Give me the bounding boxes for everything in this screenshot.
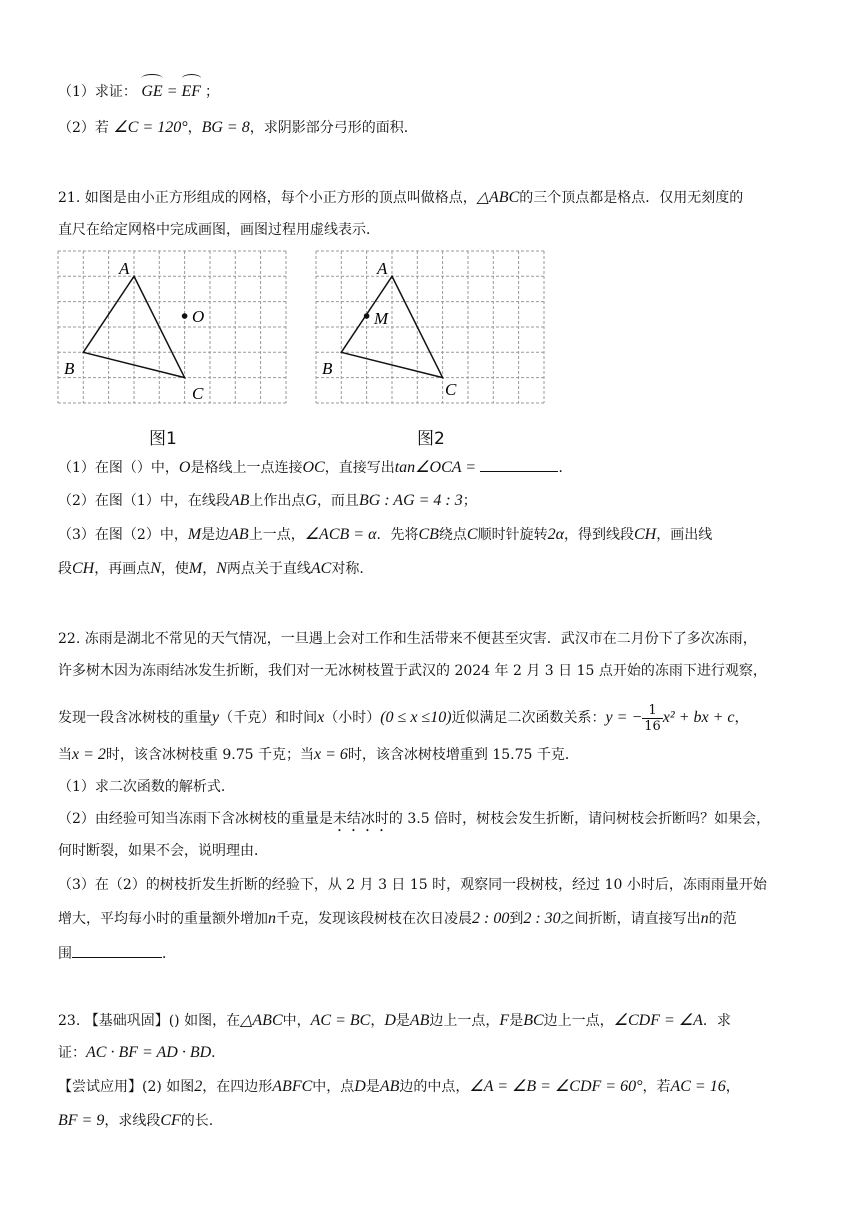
- q23-line1: [58, 1011, 731, 1031]
- numerator: 1: [642, 703, 663, 719]
- math: AC · BF = AD · BD: [86, 1044, 212, 1061]
- math: x = 2: [72, 746, 106, 763]
- q22-line3: [58, 700, 749, 736]
- answer-blank[interactable]: [480, 457, 558, 472]
- text: ．: [211, 1045, 226, 1061]
- text: 直尺在给定网格中完成画图，画图过程用虚线表示．: [58, 222, 380, 238]
- q21-stem-line2: [58, 220, 380, 240]
- math: AB: [229, 526, 249, 543]
- q21-part3-line1: [58, 525, 712, 545]
- text: （千克）和时间: [219, 710, 318, 726]
- math: BG = 8: [201, 119, 250, 136]
- math: ABFC: [272, 1078, 313, 1095]
- math: C: [466, 526, 478, 543]
- math: BG : AG = 4 : 3: [358, 492, 463, 509]
- text: 之间折断，请直接写出: [560, 911, 701, 927]
- q22-part2-line2: [58, 841, 268, 861]
- text: ，得到线段: [564, 527, 634, 543]
- text: 证：: [58, 1045, 86, 1061]
- q23-line4: [58, 1111, 213, 1131]
- text: ，直接写出: [324, 460, 395, 476]
- math: D: [384, 1012, 396, 1029]
- text: 围: [58, 946, 72, 962]
- text: ，: [734, 710, 749, 726]
- text: 是: [365, 1079, 380, 1095]
- q20-part1-end: ；: [205, 84, 220, 100]
- point-o: [182, 313, 188, 319]
- text: （2）由经验可知当冻雨下含冰树枝的重量是: [58, 811, 333, 827]
- text: 的长.: [180, 1113, 214, 1129]
- math: OC: [302, 459, 325, 476]
- text: ，若: [642, 1079, 671, 1095]
- math: x = 6: [313, 746, 348, 763]
- q23-line2: [58, 1043, 225, 1063]
- text: 时，该含冰树枝增重到 15.75 千克．: [347, 747, 579, 763]
- label-a-fig2: A: [377, 259, 388, 278]
- math: n: [268, 910, 276, 927]
- q23-line3: [58, 1077, 740, 1097]
- math: CF: [160, 1112, 181, 1129]
- text: ．求: [702, 1013, 731, 1029]
- text: 21. 如图是由小正方形组成的网格，每个小正方形的顶点叫做格点，: [58, 190, 477, 206]
- text: 近似满足二次函数关系：: [451, 710, 606, 726]
- text: 当: [58, 747, 72, 763]
- point-m: [364, 313, 370, 319]
- math: BF = 9: [58, 1112, 105, 1129]
- q22-line1: [58, 629, 757, 649]
- q20-part1: [58, 82, 219, 102]
- text: 绕点: [438, 527, 467, 543]
- text: （1）求二次函数的解析式．: [58, 779, 235, 795]
- text: （2）若: [58, 120, 109, 136]
- text: （3）在图（2）中，: [58, 527, 188, 543]
- q22-part3-line1: [58, 875, 767, 895]
- text: 上作出点: [249, 493, 306, 509]
- label-o: O: [192, 307, 205, 326]
- q21-part2: [58, 491, 477, 511]
- label-b-fig2: B: [322, 359, 333, 378]
- text: 段: [58, 561, 72, 577]
- text: ．先将: [376, 527, 419, 543]
- math: AC = 16: [670, 1078, 726, 1095]
- math: x² + bx + c: [662, 709, 735, 726]
- arc-equation: GE = EF: [141, 83, 205, 100]
- math: BC: [523, 1012, 544, 1029]
- text: ．: [558, 460, 573, 476]
- text: ，在四边形: [202, 1079, 273, 1095]
- text: 是格线上一点连接: [190, 460, 303, 476]
- label-c-fig2: C: [445, 380, 457, 399]
- q22-part3-line3: [58, 943, 176, 964]
- math: ∠ACB = α: [304, 526, 377, 543]
- q22-part2-line1: [58, 809, 770, 835]
- q22-line2: [58, 661, 767, 681]
- math: △ABC: [476, 189, 520, 206]
- text: 增大，平均每小时的重量额外增加: [58, 911, 268, 927]
- math: M: [187, 526, 202, 543]
- math: F: [499, 1012, 510, 1029]
- text: 23. 【基础巩固】() 如图，在: [58, 1013, 241, 1029]
- text: 对称.: [331, 561, 364, 577]
- q20-part2: [58, 118, 408, 138]
- math: tan∠OCA =: [394, 459, 477, 476]
- text: ，而且: [316, 493, 359, 509]
- q22-part1: [58, 777, 235, 797]
- q21-part3-line2: [58, 559, 364, 579]
- math: 2 : 00: [472, 910, 510, 927]
- text: ，再画点: [94, 561, 151, 577]
- text: ，画出线: [656, 527, 713, 543]
- math: D: [354, 1078, 366, 1095]
- figure-2-caption: 图2: [417, 429, 445, 449]
- q20-part1-text: （1）求证：: [58, 84, 137, 100]
- text: ，: [370, 1013, 385, 1029]
- math: CB: [418, 526, 439, 543]
- text: ，: [187, 120, 202, 136]
- math: CH: [634, 526, 657, 543]
- text: （2）在图（1）中，在线段: [58, 493, 230, 509]
- text: 时，该含冰树枝重 9.75 千克；当: [105, 747, 314, 763]
- math: AC = BC: [310, 1012, 371, 1029]
- math: N: [216, 560, 227, 577]
- text: （小时）: [324, 710, 381, 726]
- text: ，求阴影部分弓形的面积.: [249, 120, 409, 136]
- text: ，求线段: [104, 1113, 161, 1129]
- text: 是: [509, 1013, 524, 1029]
- text: 何时断裂，如果不会，说明理由．: [58, 843, 268, 859]
- text: 到: [509, 911, 524, 927]
- text: ，: [725, 1079, 740, 1095]
- label-a-fig1: A: [119, 259, 130, 278]
- text: 中，点: [312, 1079, 355, 1095]
- math: AB: [379, 1078, 400, 1095]
- text: 是边: [201, 527, 230, 543]
- label-b-fig1: B: [64, 359, 75, 378]
- text: 【尝试应用】(2) 如图: [58, 1079, 195, 1095]
- label-c-fig1: C: [192, 384, 204, 403]
- math: x: [317, 709, 325, 726]
- text: 千克，发现该段树枝在次日凌晨: [276, 911, 472, 927]
- text: ，: [202, 561, 217, 577]
- text: 的范: [708, 911, 737, 927]
- math: G: [305, 492, 317, 509]
- math: y: [212, 709, 220, 726]
- text: ．: [162, 946, 176, 962]
- math: (0 ≤ x ≤10): [380, 709, 452, 726]
- text: ，使: [160, 561, 189, 577]
- text: （3）在（2）的树枝折发生折断的经验下，从 2 月 3 日 15 时，观察同一段树枝，经过 10 小时后，冻雨雨量开始: [58, 877, 767, 893]
- q21-stem-line1: [58, 188, 743, 208]
- denominator: 16: [644, 718, 661, 734]
- math: AC: [310, 560, 332, 577]
- math: AB: [409, 1012, 430, 1029]
- math: ∠A = ∠B = ∠CDF = 60°: [469, 1078, 643, 1095]
- text: 的三个顶点都是格点．仅用无刻度的: [519, 190, 744, 206]
- math: △ABC: [240, 1012, 283, 1029]
- math: N: [150, 560, 161, 577]
- figure-2-grid: [314, 249, 546, 411]
- text: ；: [462, 493, 477, 509]
- fraction: [642, 703, 663, 734]
- figure-1-caption: 图1: [149, 429, 177, 449]
- text: 许多树木因为冻雨结冰发生折断，我们对一无冰树枝置于武汉的 2024 年 2 月 3 日 15 点开始的冻雨下进行观察，: [58, 663, 767, 679]
- text: 顺时针旋转: [477, 527, 548, 543]
- math: ∠CDF = ∠A: [613, 1012, 703, 1029]
- math: y = −: [605, 709, 643, 726]
- math: O: [178, 459, 191, 476]
- label-m: M: [374, 309, 389, 328]
- text: 是: [395, 1013, 410, 1029]
- q22-line4: [58, 745, 579, 765]
- math: 2α: [547, 526, 564, 543]
- q21-part1: [58, 457, 572, 478]
- text: 中，: [282, 1013, 311, 1029]
- text: 发现一段含冰树枝的重量: [58, 710, 212, 726]
- figure-1-grid: [56, 249, 288, 411]
- math: 2 : 30: [523, 910, 561, 927]
- math: ∠C = 120°: [113, 119, 188, 136]
- text: 边的中点，: [399, 1079, 470, 1095]
- text: 边上一点，: [429, 1013, 500, 1029]
- math: n: [700, 910, 709, 927]
- text: 边上一点，: [543, 1013, 614, 1029]
- math: AB: [229, 492, 250, 509]
- text: 的 3.5 倍时，树枝会发生折断，请问树枝会折断吗？如果会，: [388, 811, 771, 827]
- math: CH: [72, 560, 95, 577]
- text: （1）在图（）中，: [58, 460, 179, 476]
- q22-part3-line2: [58, 909, 737, 929]
- emphasis-text: 未结冰时: [332, 811, 389, 827]
- math: M: [188, 560, 203, 577]
- text: 上一点，: [248, 527, 305, 543]
- answer-blank[interactable]: [72, 943, 162, 958]
- math: 2: [194, 1078, 203, 1095]
- text: 两点关于直线: [226, 561, 311, 577]
- text: 22. 冻雨是湖北不常见的天气情况，一旦遇上会对工作和生活带来不便甚至灾害．武汉市在二月份下了多次冻雨，: [58, 631, 757, 647]
